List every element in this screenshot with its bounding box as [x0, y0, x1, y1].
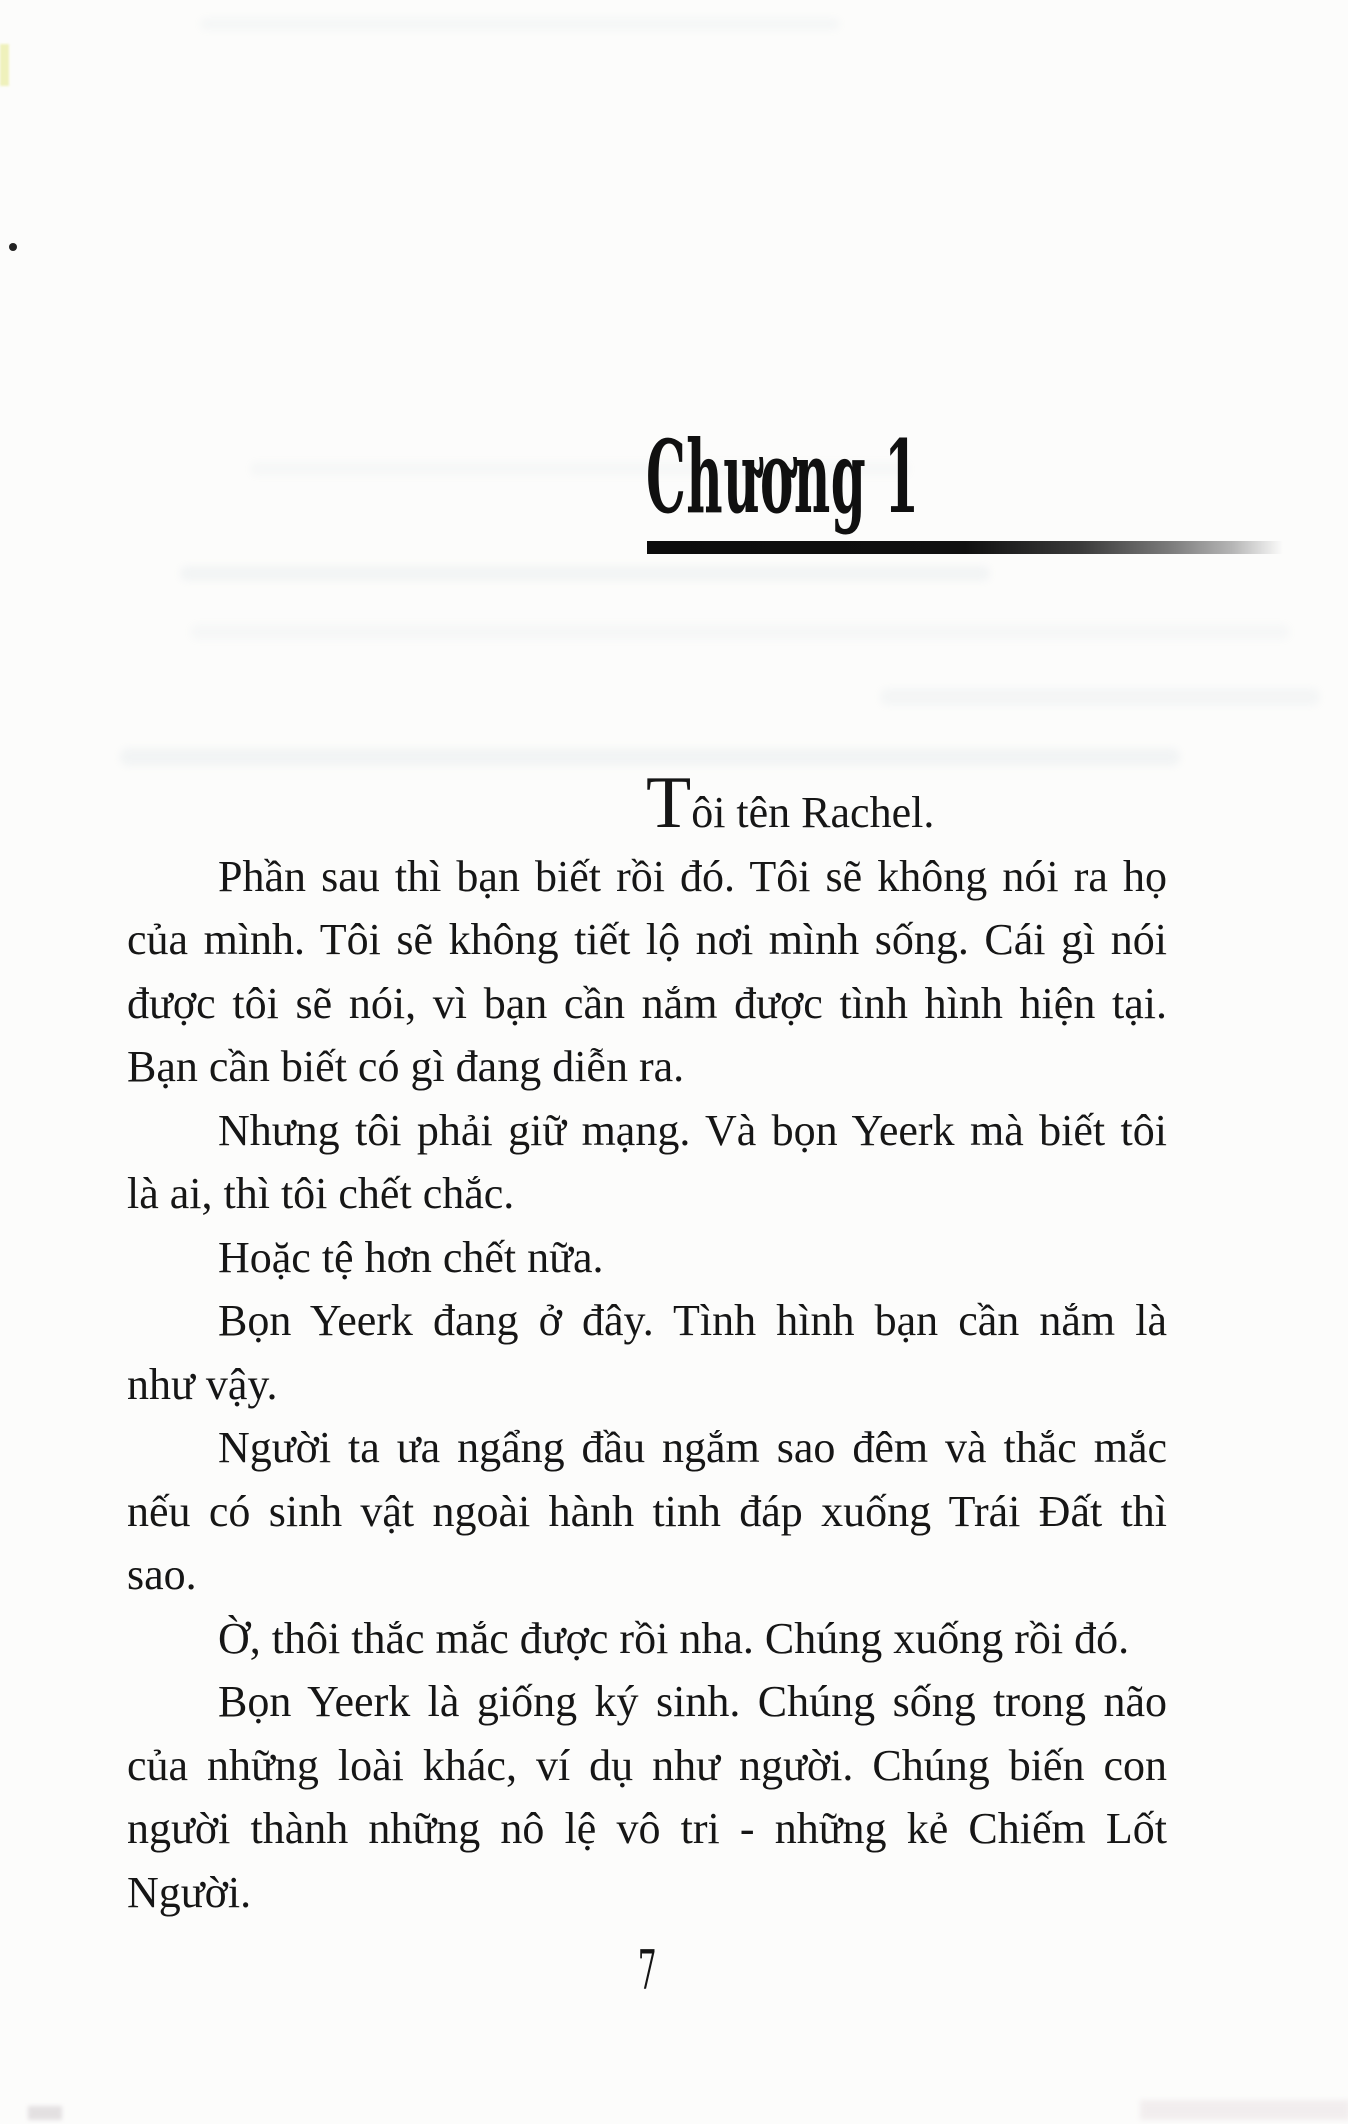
- text-line: Ờ, thôi thắc mắc được rồi nha. Chúng xuống rồi đó.: [218, 1613, 1130, 1663]
- text-line: của những loài khác, ví dụ như người. Chúng biến con: [127, 1740, 1167, 1790]
- page-edge-artifact: [0, 44, 9, 86]
- heading-rule: [647, 541, 1283, 554]
- text-line: như vậy.: [127, 1359, 278, 1409]
- text-line: Bọn Yeerk đang ở đây. Tình hình bạn cần nắm là: [218, 1296, 1167, 1345]
- bleed-through-artifact: [180, 566, 990, 581]
- text-line: Nhưng tôi phải giữ mạng. Và bọn Yeerk mà biết tôi: [218, 1105, 1167, 1155]
- bleed-through-artifact: [200, 18, 840, 30]
- page-number: [127, 1939, 1167, 2002]
- text-line: Tôi tên Rachel.: [646, 762, 935, 844]
- text-line: Hoặc tệ hơn chết nữa.: [218, 1232, 604, 1282]
- page-edge-artifact: [28, 2106, 62, 2120]
- text-line: Phần sau thì bạn biết rồi đó. Tôi sẽ không nói ra họ: [218, 851, 1167, 901]
- chapter-heading: Chương 1: [646, 418, 920, 536]
- drop-cap: T: [646, 762, 692, 844]
- text-line: là ai, thì tôi chết chắc.: [127, 1169, 515, 1218]
- text-line: sao.: [127, 1550, 197, 1599]
- text-line: của mình. Tôi sẽ không tiết lộ nơi mình sống. Cái gì nói: [127, 915, 1167, 964]
- text-line: được tôi sẽ nói, vì bạn cần nắm được tình hình hiện tại.: [127, 978, 1167, 1028]
- page-number-value: 7: [637, 1939, 657, 2002]
- page-edge-artifact: [1140, 2100, 1348, 2120]
- text-line: Người.: [127, 1867, 252, 1917]
- text-line: Bọn Yeerk là giống ký sinh. Chúng sống trong não: [218, 1677, 1167, 1726]
- body-text: [127, 762, 1167, 1924]
- ink-dot: [9, 243, 17, 251]
- text-line: Người ta ưa ngẩng đầu ngắm sao đêm và thắc mắc: [218, 1423, 1167, 1472]
- text-line: Bạn cần biết có gì đang diễn ra.: [127, 1042, 685, 1091]
- bleed-through-artifact: [880, 688, 1320, 706]
- text-line: người thành những nô lệ vô tri - những kẻ Chiếm Lốt: [127, 1804, 1167, 1853]
- bleed-through-artifact: [190, 624, 1290, 640]
- text-line: nếu có sinh vật ngoài hành tinh đáp xuống Trái Đất thì: [127, 1486, 1167, 1536]
